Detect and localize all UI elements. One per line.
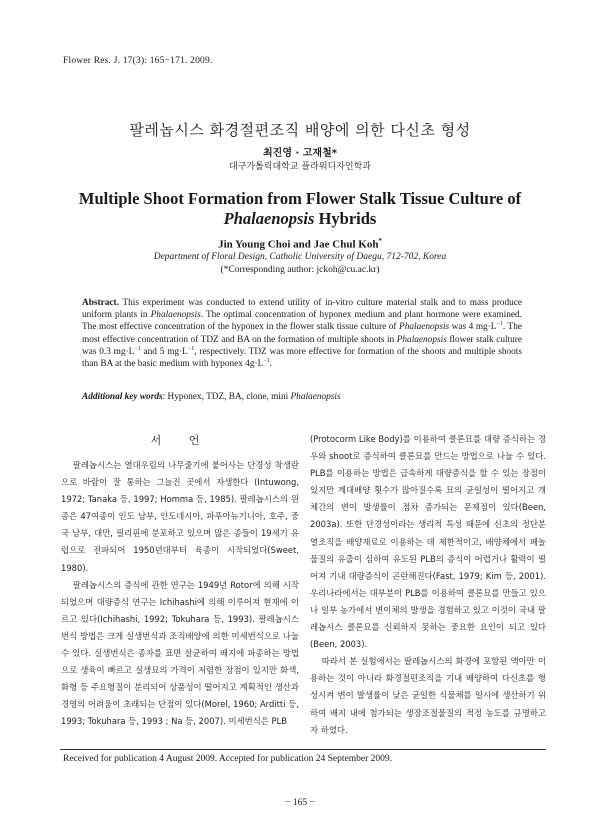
paragraph: 따라서 본 실험에서는 팔레놉시스의 화경에 포함된 액아만 이용하는 것이 아니라 화경절편조직을 기내 배양하여 다신초를 형성시켜 변이 발생률이 낮은 균일한 식물체를 일시에 생산하기 위하여 배지 내에 첨가되는 생장조절물질의 적정 농도를 규명하고자 하였다.	[310, 656, 546, 735]
english-affiliation: Department of Floral Design, Catholic University of Daegu, 712-702, Korea	[153, 252, 447, 262]
korean-authors: 최진영 · 고재철*	[263, 148, 337, 159]
section-heading-introduction: 서 언	[150, 434, 212, 447]
abstract-text-5: flower stalk culture was 0.3 mg·L	[82, 334, 523, 357]
english-authors-names: Jin Young Choi and Jae Chul Koh	[218, 238, 379, 251]
key-words	[82, 392, 522, 402]
abstract-text-3: was 4 mg·L	[449, 322, 497, 333]
page-number: − 165 −	[285, 798, 315, 808]
key-words-genus: Phalaenopsis	[290, 392, 341, 402]
abstract-sup-2: −1	[134, 345, 141, 352]
abstract-text-7: , respectively. TDZ was more effective for formation of the shoots and multiple shoots than BA at the basic medium with hyponex 4g·L	[82, 346, 522, 370]
abstract-sup-3: −1	[187, 345, 195, 352]
abstract-genus-2: Phalaenopsis	[399, 322, 450, 333]
korean-affiliation: 대구가톨릭대학교 플라워디자인학과	[229, 162, 371, 172]
abstract-text-8: .	[269, 359, 272, 370]
journal-citation: Flower Res. J. 17(3): 165−171. 2009.	[63, 56, 213, 66]
korean-title: 팔레놉시스 화경절편조직 배양에 의한 다신초 형성	[129, 121, 471, 139]
paragraph: (Protocorm Like Body)를 이용하여 클론묘를 대량 증식하는 경우와 shoot로 증식하여 클론묘를 만드는 방법으로 나눌 수 있다. PLB를 이용하는 방법은 급속하게 대량증식을 할 수 있는 장점이 있지만 계대배양 횟수가 많아질수록 묘의 균일성이 떨어지고 개체간의 변이 발생률이 점차 증가되는 문제점이 있다(Been, 2003a). 또한 단경성이라는 생리적 특성 때문에 신초의 정단분열조직을 배양재료로 이용하는 데 제한적이고, 배양체에서 페놀물질의 유출이 심하여 유도된 PLB의 증식이 어렵거나 활력이 떨어져 기내 대량증식이 곤란해진다(Fast, 1979; Kim 등, 2001). 우리나라에서는 대부분이 PLB를 이용하여 클론묘를 만들고 있으나 일부 농가에서 변이체의 발생을 경험하고 있고 이것이 국내 팔레놉시스 클론묘를 신뢰하지 못하는 중요한 요인이 되고 있다(Been, 2003).	[310, 434, 546, 650]
english-authors	[0, 237, 600, 251]
abstract-sup-4: −1	[263, 357, 270, 364]
english-title	[0, 189, 600, 229]
abstract	[82, 297, 522, 370]
abstract-text-6: and 5 mg·L	[140, 346, 188, 357]
received-note: Received for publication 4 August 2009. Accepted for publication 24 September 2009.	[63, 754, 392, 764]
key-words-text: : Hyponex, TDZ, BA, clone, mini	[162, 392, 291, 402]
english-title-rest: Hybrids	[314, 209, 377, 228]
paragraph: 팔레놉시스는 열대우림의 나무줄기에 붙어사는 단경성 착생란으로 바람이 잘 통하는 그늘진 곳에서 자생한다 (Intuwong, 1972; Tanaka 등, 1997; Homma 등, 1985). 팔레놉시스의 원종은 47여종이 인도 남부, 인도네시아, 파푸아뉴기니아, 호주, 중국 남부, 대만, 필리핀에 분포하고 있으며 많은 종들이 19세기 유럽으로 전파되어 1950년대부터 육종이 시작되었다(Sweet, 1980).	[61, 460, 299, 573]
abstract-label: Abstract.	[82, 298, 119, 308]
abstract-text-1: This experiment was conducted to extend utility of in-vitro culture material stalk and to mass produce uniform plants in	[82, 298, 522, 321]
english-title-line1: Multiple Shoot Formation from Flower Stalk Tissue Culture of	[78, 189, 522, 208]
corresponding-author: (*Corresponding author: jckoh@cu.ac.kr)	[220, 265, 380, 275]
body-column-right	[310, 431, 546, 739]
corresponding-mark: *	[378, 237, 382, 245]
paragraph: 팔레놉시스의 증식에 관한 연구는 1949년 Rotor에 의해 시작되었으며 대량증식 연구는 Ichihashi에 의해 이루어져 현재에 이르고 있다(Ichihashi, 1992; Tokuhara 등, 1993). 팔레놉시스 번식 방법은 크게 실생번식과 조직배양에 의한 미세번식으로 나눌 수 있다. 실생번식은 종자를 표면 살균하여 배지에 파종하는 방법으로 생육이 빠르고 실생묘의 가격이 저렴한 장점이 있지만 화색, 화형 등 주요형질이 분리되어 상품성이 떨어지고 계획적인 생산과 경영의 어려움이 초래되는 단점이 있다(Morel, 1960; Arditti 등, 1993; Tokuhara 등, 1993 ; Na 등, 2007). 미세번식은 PLB	[61, 579, 299, 727]
abstract-genus-1: Phalaenopsis	[150, 310, 201, 321]
key-words-label: Additional key words	[82, 392, 163, 402]
abstract-text-4: . The most effective concentration of TDZ and BA on the formation of multiple shoots in	[82, 322, 523, 345]
abstract-text-2: . The optimal concentration of hyponex medium and plant hormone were examined. The most effective concentration of the hyponex in the flower stalk tissue culture of	[82, 310, 522, 333]
body-column-left	[61, 457, 299, 731]
abstract-genus-3: Phalaenopsis	[396, 334, 447, 345]
abstract-sup-1: −1	[496, 321, 503, 328]
footnote-rule	[60, 749, 546, 750]
english-title-genus: Phalaenopsis	[223, 209, 315, 228]
